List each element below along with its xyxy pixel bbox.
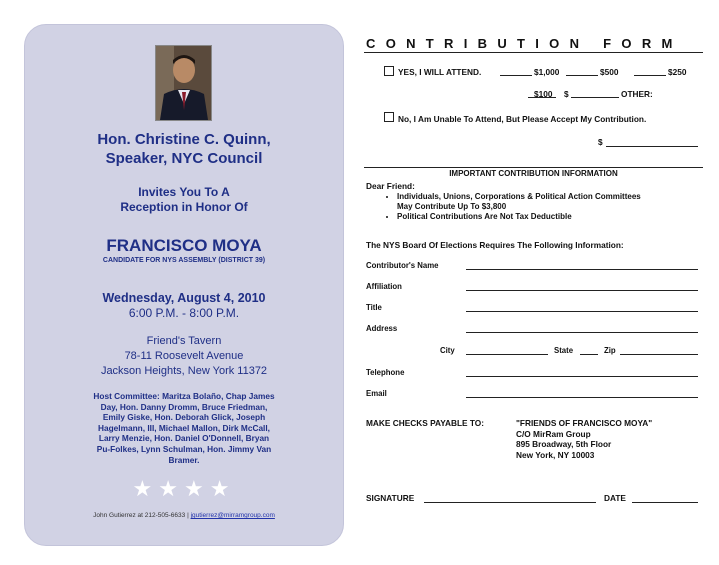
candidate-subtitle: CANDIDATE FOR NYS ASSEMBLY (DISTRICT 39) xyxy=(102,257,266,264)
payee-city: New York, NY 10003 xyxy=(516,449,595,460)
form-title: CONTRIBUTION FORM xyxy=(366,36,683,51)
payee-care-of: C/O MirRam Group xyxy=(516,428,591,439)
board-notice: The NYS Board Of Elections Requires The Following Information: xyxy=(366,240,624,250)
date-field[interactable] xyxy=(632,502,698,503)
address-field[interactable] xyxy=(466,332,698,333)
bullet-tax: • Political Contributions Are Not Tax Deductible xyxy=(397,212,707,222)
event-date: Wednesday, August 4, 2010 xyxy=(102,291,266,305)
signature-label: SIGNATURE xyxy=(366,493,415,503)
venue-block xyxy=(24,334,344,379)
amount-500-label: $500 xyxy=(600,67,619,77)
invites-block xyxy=(24,185,344,215)
other-label: OTHER: xyxy=(621,89,653,99)
city-label: City xyxy=(440,346,455,355)
date-label: DATE xyxy=(604,493,626,503)
telephone-label: Telephone xyxy=(366,368,405,377)
amount-other-blank[interactable] xyxy=(571,89,619,98)
venue-name: Friend's Tavern xyxy=(146,335,222,347)
host-title: Speaker, NYC Council xyxy=(105,150,263,167)
title-field[interactable] xyxy=(466,311,698,312)
host-name: Hon. Christine C. Quinn, xyxy=(97,131,271,148)
venue-street: 78-11 Roosevelt Avenue xyxy=(124,350,244,362)
signature-field[interactable] xyxy=(424,502,596,503)
address-label: Address xyxy=(366,324,398,333)
amount-1000-blank[interactable] xyxy=(500,67,532,76)
payee-street: 895 Broadway, 5th Floor xyxy=(516,439,612,449)
contact-email-link[interactable]: jgutierrez@mirramgroup.com xyxy=(190,512,275,519)
name-field[interactable] xyxy=(466,269,698,270)
info-heading: IMPORTANT CONTRIBUTION INFORMATION xyxy=(449,169,618,178)
venue-city: Jackson Heights, New York 11372 xyxy=(100,365,268,377)
payee-name: "FRIENDS OF FRANCISCO MOYA" xyxy=(516,418,653,428)
contribution-amount-field[interactable] xyxy=(606,146,698,147)
unable-label: No, I Am Unable To Attend, But Please Accept My Contribution. xyxy=(398,114,647,124)
unable-checkbox[interactable] xyxy=(384,112,394,122)
state-field[interactable] xyxy=(580,354,598,355)
amount-other-dollar: $ xyxy=(564,89,569,99)
host-name-block xyxy=(24,130,344,168)
amount-250-label: $250 xyxy=(668,67,687,77)
contact-separator: | xyxy=(187,512,189,519)
contribution-dollar: $ xyxy=(598,137,603,147)
email-field[interactable] xyxy=(466,397,698,398)
city-field[interactable] xyxy=(466,354,548,355)
name-label: Contributor's Name xyxy=(366,261,439,270)
affiliation-field[interactable] xyxy=(466,290,698,291)
host-committee: Host Committee: Maritza Bolaño, Chap James Day, Hon. Danny Dromm, Bruce Friedman, Emily Giske, Hon. Deborah Glick, Joseph Hagelmann, III, Michael Mallon, Dirk McCall, Larry Menzie, Hon. Daniel O'Donnell, Bryan Pu-Folkes, Lynn Schulman, Hon. Jimmy Van Bramer. xyxy=(93,391,275,465)
title-rule xyxy=(364,52,703,53)
telephone-field[interactable] xyxy=(466,376,698,377)
candidate-name: FRANCISCO MOYA xyxy=(106,236,262,255)
amount-1000-label: $1,000 xyxy=(534,67,560,77)
attend-label: YES, I WILL ATTEND. xyxy=(398,67,482,77)
bullet-1-line-1: Individuals, Unions, Corporations & Political Action Committees xyxy=(397,192,641,201)
candidate-photo xyxy=(155,45,212,121)
dear-friend: Dear Friend: xyxy=(366,181,415,191)
info-top-rule xyxy=(364,167,703,168)
bullet-limits xyxy=(397,192,707,212)
info-bullets xyxy=(383,192,707,222)
contact-name: John Gutierrez at 212-505-6633 xyxy=(93,512,186,519)
event-time: 6:00 P.M. - 8:00 P.M. xyxy=(128,306,240,320)
payee-block xyxy=(516,418,652,460)
affiliation-label: Affiliation xyxy=(366,282,402,291)
amount-250-blank[interactable] xyxy=(634,67,666,76)
invites-line-1: Invites You To A xyxy=(138,185,230,199)
state-label: State xyxy=(554,346,574,355)
amount-100-label: $100 xyxy=(534,89,553,99)
bullet-1-line-2: May Contribute Up To $3,800 xyxy=(397,202,507,211)
zip-label: Zip xyxy=(604,346,616,355)
invites-line-2: Reception in Honor Of xyxy=(120,200,248,214)
checks-payable-label: MAKE CHECKS PAYABLE TO: xyxy=(366,418,485,428)
zip-field[interactable] xyxy=(620,354,698,355)
decorative-stars: ★★★★ xyxy=(132,476,236,501)
contact-line xyxy=(24,512,344,519)
attend-checkbox[interactable] xyxy=(384,66,394,76)
title-label: Title xyxy=(366,303,382,312)
email-label: Email xyxy=(366,389,387,398)
amount-500-blank[interactable] xyxy=(566,67,598,76)
